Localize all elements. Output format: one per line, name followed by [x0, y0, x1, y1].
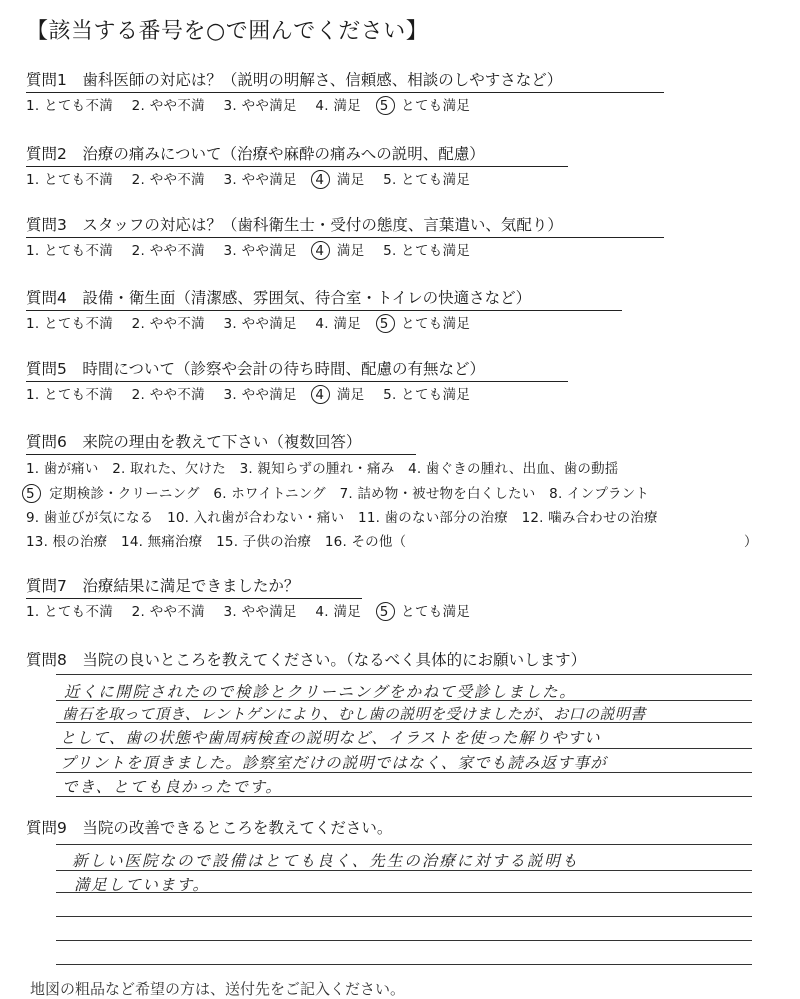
q6-reasons-line-3: 9. 歯並びが気になる 10. 入れ歯が合わない・痛い 11. 歯のない部分の治療 12. 噛み合わせの治療 — [26, 510, 658, 526]
question-5-label: 質問5 時間について（診察や会計の待ち時間、配慮の有無など） — [26, 360, 486, 378]
q4-option-4[interactable]: 4. 満足 — [315, 316, 362, 332]
q2-option-3[interactable]: 3. やや満足 — [223, 172, 297, 188]
q5-option-5[interactable]: 5. とても満足 — [383, 387, 471, 403]
q8-answer-line-4: プリントを頂きました。診察室だけの説明ではなく、家でも読み返す事が — [60, 754, 607, 772]
question-7-options — [26, 600, 484, 620]
q8-answer-line-2: 歯石を取って頂き、レントゲンにより、むし歯の説明を受けましたが、お口の説明書 — [62, 705, 646, 723]
question-2-underline — [26, 166, 568, 167]
q6-reasons-line-2 — [26, 482, 649, 502]
q1-option-5-circled[interactable]: 5 — [379, 98, 389, 114]
q1-option-2[interactable]: 2. やや不満 — [131, 98, 205, 114]
q5-option-1[interactable]: 1. とても不満 — [26, 387, 114, 403]
q8-answer-line-1: 近くに開院されたので検診とクリーニングをかねて受診しました。 — [64, 683, 577, 701]
q8-answer-rule — [56, 674, 752, 675]
question-7-underline — [26, 598, 362, 599]
q3-option-1[interactable]: 1. とても不満 — [26, 243, 114, 259]
q6-other-close: ） — [744, 534, 758, 550]
q7-option-5-label: とても満足 — [401, 604, 471, 620]
question-3-options — [26, 239, 484, 259]
q2-option-2[interactable]: 2. やや不満 — [131, 172, 205, 188]
q5-option-2[interactable]: 2. やや不満 — [131, 387, 205, 403]
q6-reasons-line-4 — [26, 530, 774, 550]
q9-answer-line-2: 満足しています。 — [74, 876, 210, 894]
q3-option-4-circled[interactable]: 4 — [315, 243, 325, 259]
q6-reasons-line-1: 1. 歯が痛い 2. 取れた、欠けた 3. 親知らずの腫れ・痛み 4. 歯ぐきの腫れ、出血、歯の動揺 — [26, 461, 619, 477]
question-5-options — [26, 383, 484, 403]
q9-answer-rule — [56, 916, 752, 917]
question-2-options — [26, 168, 484, 188]
q2-option-5[interactable]: 5. とても満足 — [383, 172, 471, 188]
question-6-label: 質問6 来院の理由を教えて下さい（複数回答） — [26, 433, 362, 451]
question-6-underline — [26, 454, 416, 455]
q4-option-3[interactable]: 3. やや満足 — [223, 316, 297, 332]
question-2-label: 質問2 治療の痛みについて（治療や麻酔の痛みへの説明、配慮） — [26, 145, 485, 163]
question-3-underline — [26, 237, 664, 238]
q5-option-4-circled[interactable]: 4 — [315, 387, 325, 403]
q3-option-5[interactable]: 5. とても満足 — [383, 243, 471, 259]
question-7-label: 質問7 治療結果に満足できましたか？ — [26, 577, 300, 595]
q8-answer-line-5: でき、とても良かったです。 — [62, 778, 283, 796]
question-1-label: 質問1 歯科医師の対応は？（説明の明解さ、信頼感、相談のしやすさなど） — [26, 71, 563, 89]
question-5-underline — [26, 381, 568, 382]
question-9-label: 質問9 当院の改善できるところを教えてください。 — [26, 819, 393, 837]
question-4-label: 質問4 設備・衛生面（清潔感、雰囲気、待合室・トイレの快適さなど） — [26, 289, 532, 307]
q4-option-1[interactable]: 1. とても不満 — [26, 316, 114, 332]
q8-answer-line-3: として、歯の状態や歯周病検査の説明など、イラストを使った解りやすい — [60, 729, 601, 747]
q7-option-3[interactable]: 3. やや満足 — [223, 604, 297, 620]
q6-reasons-line-2-text: 定期検診・クリーニング 6. ホワイトニング 7. 詰め物・被せ物を白くしたい 8. インプラント — [49, 486, 650, 502]
q9-answer-line-1: 新しい医院なので設備はとても良く、先生の治療に対する説明も — [72, 852, 580, 870]
q1-option-4[interactable]: 4. 満足 — [315, 98, 362, 114]
q7-option-2[interactable]: 2. やや不満 — [131, 604, 205, 620]
question-3-label: 質問3 スタッフの対応は？（歯科衛生士・受付の態度、言葉遣い、気配り） — [26, 216, 563, 234]
question-4-options — [26, 312, 484, 332]
q8-answer-rule — [56, 748, 752, 749]
q4-option-5-label: とても満足 — [401, 316, 471, 332]
question-4-underline — [26, 310, 622, 311]
q1-option-5-label: とても満足 — [401, 98, 471, 114]
q1-option-3[interactable]: 3. やや満足 — [223, 98, 297, 114]
question-1-underline — [26, 92, 664, 93]
q1-option-1[interactable]: 1. とても不満 — [26, 98, 114, 114]
q6-option-5-circled[interactable]: 5 — [26, 486, 35, 502]
q7-option-5-circled[interactable]: 5 — [379, 604, 389, 620]
q4-option-2[interactable]: 2. やや不満 — [131, 316, 205, 332]
q9-answer-rule — [56, 940, 752, 941]
q4-option-5-circled[interactable]: 5 — [379, 316, 389, 332]
q3-option-3[interactable]: 3. やや満足 — [223, 243, 297, 259]
q7-option-4[interactable]: 4. 満足 — [315, 604, 362, 620]
q2-option-4-label: 満足 — [336, 172, 365, 188]
q7-option-1[interactable]: 1. とても不満 — [26, 604, 114, 620]
q9-answer-rule — [56, 844, 752, 845]
footer-note: 地図の粗品など希望の方は、送付先をご記入ください。 — [30, 980, 406, 998]
q9-answer-rule — [56, 964, 752, 965]
q5-option-3[interactable]: 3. やや満足 — [223, 387, 297, 403]
page-title: 【該当する番号を○で囲んでください】 — [26, 19, 429, 44]
question-8-label: 質問8 当院の良いところを教えてください。（なるべく具体的にお願いします） — [26, 651, 587, 669]
q6-reasons-line-4-text: 13. 根の治療 14. 無痛治療 15. 子供の治療 16. その他（ — [26, 534, 407, 550]
q5-option-4-label: 満足 — [336, 387, 365, 403]
q2-option-4-circled[interactable]: 4 — [315, 172, 325, 188]
q2-option-1[interactable]: 1. とても不満 — [26, 172, 114, 188]
q3-option-4-label: 満足 — [336, 243, 365, 259]
question-1-options — [26, 94, 484, 114]
q3-option-2[interactable]: 2. やや不満 — [131, 243, 205, 259]
